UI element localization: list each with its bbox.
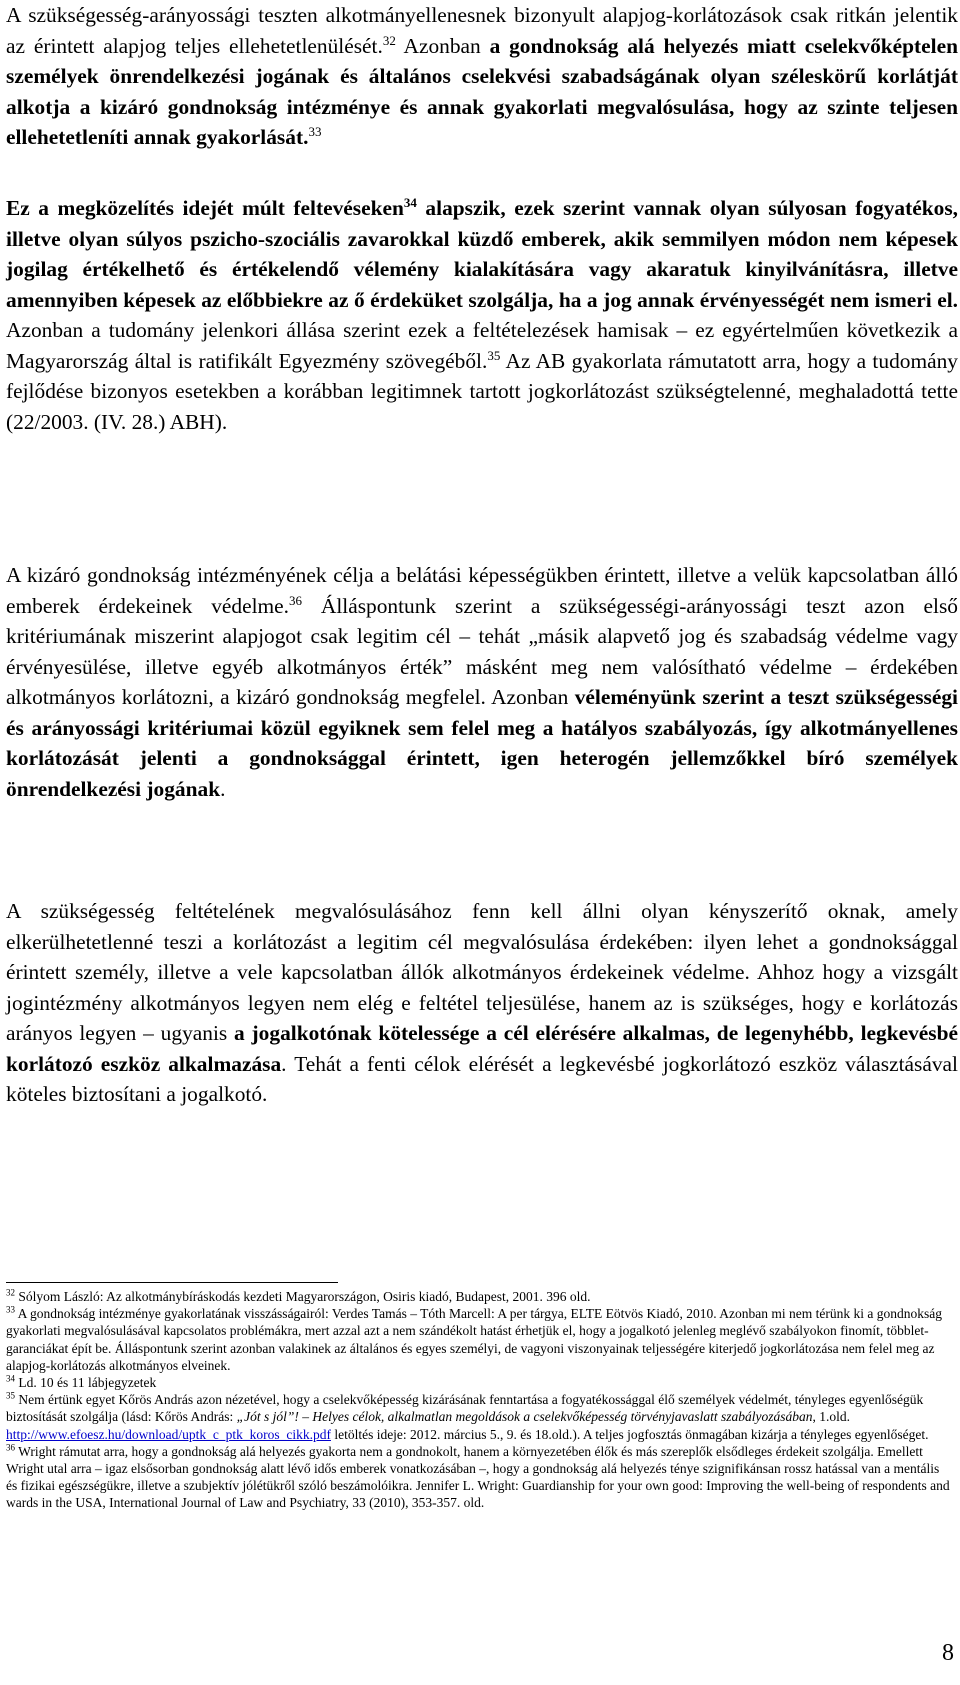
paragraph-1-text: A szükségesség-arányossági teszten alkotmányellenesnek bizonyult alapjog-korlátozások csak ritkán jelentik az érintett alapjog teljes ellehetetlenülését. <box>6 3 958 58</box>
footnote-number: 36 <box>6 1442 15 1453</box>
paragraph-3 <box>6 560 958 804</box>
footnotes <box>6 1288 952 1512</box>
footnote-text: Ld. 10 és 11 lábjegyzetek <box>15 1375 157 1391</box>
footnote-text: Nem értünk egyet Kőrös András azon nézetével, hogy a cselekvőképesség kizárásának fenntartása a fogyatékossággal élő személyek védelmét, tényleges egyenlőségük biztosítását szolgálja (lásd: Kőrös András: <box>6 1392 924 1425</box>
footnote-32 <box>6 1288 952 1305</box>
footnote-number: 33 <box>6 1304 15 1315</box>
paragraph-1 <box>6 0 958 153</box>
footnote-33 <box>6 1305 952 1374</box>
paragraph-1-bold: a gondnokság alá helyezés miatt cselekvőképtelen személyek önrendelkezési jogának és általános cselekvési szabadságának olyan széleskörű korlátját alkotja a kizáró gondnokság intézménye és annak gyakorlati megvalósulása, hogy az szinte teljesen ellehetetleníti annak gyakorlását. <box>6 33 959 149</box>
paragraph-2-text-c: Azonban a tudomány jelenkori állása szerint ezek a feltételezések hamisak – ez egyértelműen következik a Magyarország által is ratifikált Egyezmény szövegéből. <box>6 318 958 373</box>
paragraph-3-text-c: . <box>220 776 226 801</box>
paragraph-4 <box>6 896 958 1110</box>
footnote-text: A gondnokság intézménye gyakorlatának visszásságairól: Verdes Tamás – Tóth Marcell: A per tárgya, ELTE Eötvös Kiadó, 2010. Azonban mi nem térünk ki a gondnokság gyakorlati megvalósulásával kapcsolatos problémákra, mert azzal azt a nem szándékolt hatást érhetjük el, hogy a jogalkotó jelenleg meglévő szabályokon finomít, többlet-garanciákat épít be. Álláspontunk szerint azonban valakinek az általános és egyes személyi, de vagyoni viszonyainak teljességére kiterjedő jogkorlátozása nem felel meg az alapjog-korlátozás alkotmányos elveinek. <box>6 1306 942 1373</box>
footnote-text: Wright rámutat arra, hogy a gondnokság alá helyezés gyakorta nem a gondnokolt, hanem a környezetében élők és más szereplők elsődleges érdekeit szolgálja. Emellett Wright utal arra – igaz elsősorban gondnokság alatt lévő idős emberek vonatkozásában –, hogy a gondnokság alá helyezés ténye szignifikánsan rossz hatással van a mentális és fizikai egészségükre, illetve a szubjektív jólétükről szóló beszámolóikra. Jennifer L. Wright: Guardianship for your own good: Improving the well-being of respondents and wards in the USA, International Journal of Law and Psychiatry, 33 (2010), 353-357. old. <box>6 1443 950 1511</box>
footnote-separator <box>6 1282 338 1283</box>
paragraph-4-bold: a jogalkotónak kötelessége a cél elérésére alkalmas, de legenyhébb, legkevésbé korlátozó eszköz alkalmazása <box>6 1021 959 1076</box>
footnote-35 <box>6 1391 952 1443</box>
paragraph-3-bold: véleményünk szerint a teszt szükségességi és arányossági kritériumai közül egyiknek sem felel meg a hatályos szabályozás, így alkotmányellenes korlátozását jelenti a gondnoksággal érintett, igen heterogén jellemzőkkel bíró személyek önrendelkezési jogának <box>6 685 958 801</box>
footnote-34 <box>6 1374 952 1391</box>
paragraph-3-text-a: A kizáró gondnokság intézményének célja a belátási képességükben érintett, illetve a velük kapcsolatban álló emberek érdekeinek védelme. <box>6 563 958 618</box>
footnote-number: 35 <box>6 1390 15 1401</box>
footnote-ref-36[interactable]: 36 <box>289 592 302 608</box>
paragraph-2-text-d: Az AB gyakorlata rámutatott arra, hogy a tudomány fejlődése bizonyos esetekben a korábban legitimnek tartott jogkorlátozást szükségtelenné, meghaladottá tette (22/2003. (IV. 28.) ABH). <box>6 348 958 434</box>
footnote-number: 32 <box>6 1287 15 1298</box>
footnote-36 <box>6 1443 952 1512</box>
footnote-link[interactable]: http://www.efoesz.hu/download/uptk_c_ptk_koros_cikk.pdf <box>6 1426 331 1442</box>
paragraph-2-bold-a: Ez a megközelítés idejét múlt feltevéseken <box>6 196 404 220</box>
footnote-text-b: , 1.old. <box>812 1409 850 1425</box>
paragraph-1-text-b: Azonban <box>395 33 490 58</box>
footnote-text-c: letöltés ideje: 2012. március 5., 9. és 18.old.). A teljes jogfosztás önmagában kizárja a tényleges egyenlőséget. <box>330 1426 929 1442</box>
paragraph-4-text-a: A szükségesség feltételének megvalósulásához fenn kell állni olyan kényszerítő oknak, amely elkerülhetetlenné teszi a korlátozást a legitim cél megvalósulása érdekében: ilyen lehet a gondnoksággal érintett személy, illetve a vele kapcsolatban állók alkotmányos érdekeinek védelme. Ahhoz hogy a vizsgált jogintézmény alkotmányos legyen nem elég e feltétel teljesülése, hanem az is szükséges, hogy e korlátozás arányos legyen – ugyanis <box>6 899 958 1045</box>
footnote-ref-35[interactable]: 35 <box>487 347 501 363</box>
footnote-ref-33[interactable]: 33 <box>308 123 322 139</box>
footnote-number: 34 <box>6 1373 15 1384</box>
paragraph-2-bold-b: alapszik, ezek szerint vannak olyan súlyosan fogyatékos, illetve olyan súlyos pszicho-szociális zavarokkal küzdő emberek, akik semmilyen módon nem képesek jogilag értékelhető és értékelendő vélemény kialakítására vagy akaratuk kinyilvánításra, illetve amennyiben képesek az előbbiekre az ő érdeküket szolgálja, ha a jog annak érvényességét nem ismeri el. <box>6 196 958 312</box>
paragraph-3-text-b: Álláspontunk szerint a szükségességi-arányossági teszt azon első kritériumának miszerint alapjogot csak legitim cél – tehát „másik alapvető jog és szabadság védelme vagy érvényesülése, illetve egyéb alkotmányos érték” másként meg nem valósítható védelme – érdekében alkotmányos korlátozni, a kizáró gondnokság megfelel. Azonban <box>6 593 958 709</box>
page-number: 8 <box>942 1640 954 1666</box>
footnote-ref-34[interactable]: 34 <box>403 194 417 210</box>
footnote-italic-title: „Jót s jól”! – Helyes célok, alkalmatlan megoldások a cselekvőképesség törvényjavaslatt szabályozásában <box>236 1409 813 1425</box>
paragraph-2 <box>6 193 958 437</box>
paragraph-4-text-b: . Tehát a fenti célok elérését a legkevésbé jogkorlátozó eszköz választásával köteles biztosítani a jogalkotó. <box>6 1051 958 1106</box>
footnote-text: Sólyom László: Az alkotmánybíráskodás kezdeti Magyarországon, Osiris kiadó, Budapest, 2001. 396 old. <box>15 1289 591 1304</box>
footnote-ref-32[interactable]: 32 <box>382 32 396 48</box>
